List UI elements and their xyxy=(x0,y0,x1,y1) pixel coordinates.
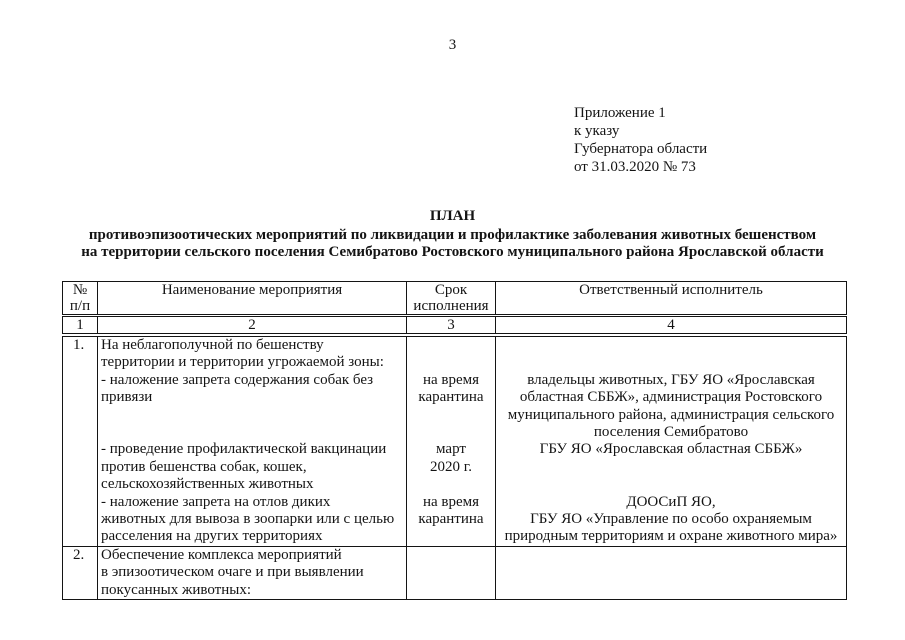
responsible-line: владельцы животных, ГБУ ЯО «Ярославская xyxy=(527,371,815,388)
activity-line: против бешенства собак, кошек, xyxy=(101,458,307,475)
activity-line: привязи xyxy=(101,389,153,406)
column-number: 2 xyxy=(98,317,407,334)
document-title xyxy=(0,207,905,261)
term-cell xyxy=(407,337,496,372)
plan-table-body xyxy=(62,336,847,600)
activity-line: территории и территории угрожаемой зоны: xyxy=(101,354,384,371)
activity-line: - наложение запрета на отлов диких xyxy=(101,493,331,510)
term-cell xyxy=(407,372,496,442)
column-number: 3 xyxy=(407,317,496,334)
responsible-cell xyxy=(496,372,847,442)
header-term-label: Срок xyxy=(434,282,468,298)
activity-line: в эпизоотическом очаге и при выявлении xyxy=(101,564,364,581)
term-line: карантина xyxy=(418,511,484,528)
activity-line: Обеспечение комплекса мероприятий xyxy=(101,546,342,563)
header-num-label: п/п xyxy=(69,298,91,314)
title-line: противоэпизоотических мероприятий по ликвидации и профилактике заболевания животных бешенством xyxy=(88,227,817,243)
activity-cell xyxy=(98,372,407,442)
responsible-line: областная СББЖ», администрация Ростовского xyxy=(519,389,823,406)
plan-table-column-numbers xyxy=(62,316,847,334)
term-line: на время xyxy=(422,371,480,388)
term-cell xyxy=(407,546,496,599)
header-num-cell xyxy=(63,282,98,315)
header-term-cell xyxy=(407,282,496,315)
header-name-cell xyxy=(98,282,407,315)
activity-line: покусанных животных: xyxy=(101,581,251,598)
page-number: 3 xyxy=(448,37,457,53)
header-term-label: исполнения xyxy=(413,298,489,314)
appendix-block xyxy=(574,104,707,176)
title-line: на территории сельского поселения Семибратово Ростовского муниципального района Ярославской области xyxy=(81,244,824,260)
activity-line: На неблагополучной по бешенству xyxy=(101,337,324,353)
responsible-line: ГБУ ЯО «Ярославская областная СББЖ» xyxy=(539,441,803,458)
responsible-line: ГБУ ЯО «Управление по особо охраняемым xyxy=(530,511,812,528)
term-line: 2020 г. xyxy=(430,458,472,475)
responsible-cell xyxy=(496,337,847,372)
activity-cell xyxy=(98,337,407,372)
activity-line: расселения на других территориях xyxy=(101,528,323,545)
activity-line: сельскохозяйственных животных xyxy=(101,476,314,493)
column-number: 4 xyxy=(496,317,847,334)
activity-cell xyxy=(98,546,407,599)
term-cell xyxy=(407,441,496,493)
activity-line: животных для вывоза в зоопарки или с целью xyxy=(101,511,395,528)
header-responsible-cell xyxy=(496,282,847,315)
term-cell xyxy=(407,494,496,547)
header-responsible-label: Ответственный исполнитель xyxy=(579,282,763,298)
row-number: 1. xyxy=(73,337,85,353)
column-number: 1 xyxy=(63,317,98,334)
column-number-row xyxy=(63,317,847,334)
term-line: карантина xyxy=(418,389,484,406)
row-number-cell xyxy=(63,337,98,547)
header-num-label: № xyxy=(72,282,88,298)
responsible-cell xyxy=(496,546,847,599)
appendix-line: от 31.03.2020 № 73 xyxy=(574,159,696,175)
term-line: март xyxy=(436,441,466,458)
activity-cell xyxy=(98,441,407,493)
responsible-cell xyxy=(496,494,847,547)
appendix-line: Губернатора области xyxy=(574,141,708,157)
table-row xyxy=(63,337,847,372)
activity-cell xyxy=(98,494,407,547)
appendix-line: к указу xyxy=(574,123,620,139)
term-line: на время xyxy=(422,493,480,510)
row-number-cell xyxy=(63,546,98,599)
table-subrow xyxy=(63,441,847,493)
table-subrow xyxy=(63,372,847,442)
header-name-label: Наименование мероприятия xyxy=(161,282,343,298)
header-row xyxy=(63,282,847,315)
title-heading: ПЛАН xyxy=(429,208,476,224)
plan-table-header xyxy=(62,281,847,315)
row-number: 2. xyxy=(73,546,85,563)
appendix-line: Приложение 1 xyxy=(574,105,666,121)
activity-line: - проведение профилактической вакцинации xyxy=(101,441,387,458)
activity-line: - наложение запрета содержания собак без xyxy=(101,371,374,388)
responsible-line: ДООСиП ЯО, xyxy=(626,493,716,510)
responsible-line: природным территориям и охране животного мира» xyxy=(504,528,838,545)
table-subrow xyxy=(63,494,847,547)
responsible-line: муниципального района, администрация сельского xyxy=(507,406,835,423)
responsible-cell xyxy=(496,441,847,493)
responsible-line: поселения Семибратово xyxy=(593,424,749,441)
table-row xyxy=(63,546,847,599)
